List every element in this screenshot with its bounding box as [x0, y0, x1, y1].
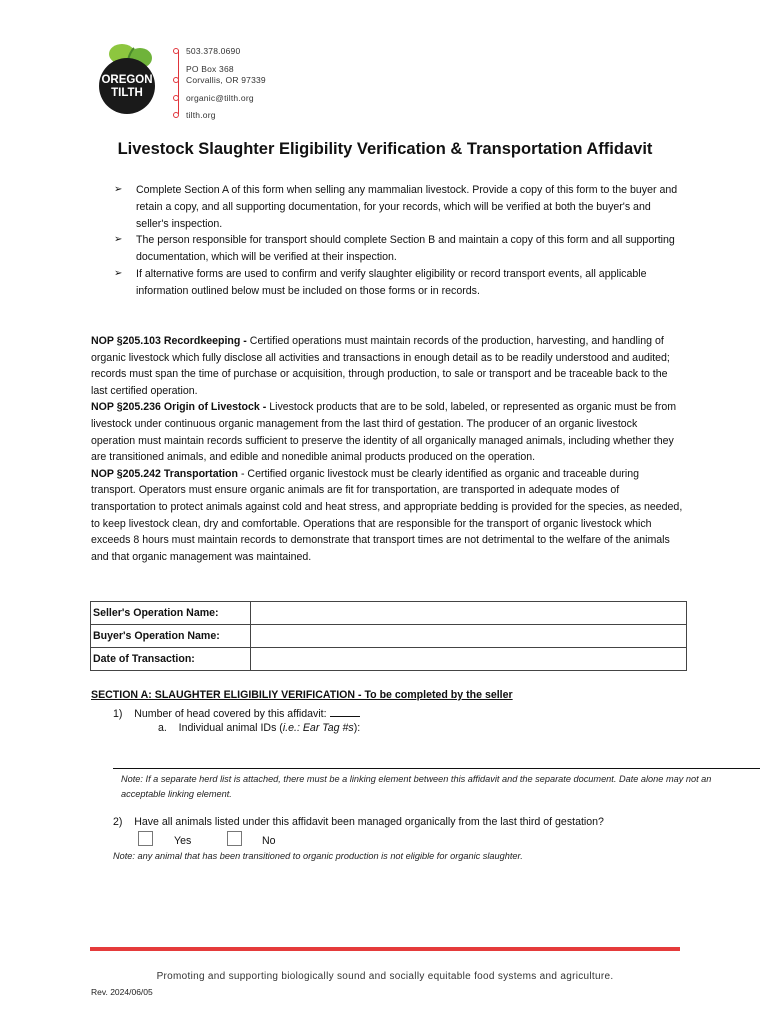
page-title: Livestock Slaughter Eligibility Verification & Transportation Affidavit [117, 140, 653, 158]
buyer-name-field[interactable] [251, 625, 687, 648]
footer-divider [90, 947, 680, 951]
bullet-dot-icon [173, 112, 179, 118]
question-1: 1) Number of head covered by this affidavit: [113, 706, 360, 720]
revision-date: Rev. 2024/06/05 [91, 987, 153, 997]
logo-text-tilth: TILTH [111, 87, 143, 99]
contact-email[interactable]: organic@tilth.org [170, 91, 254, 105]
oregon-tilth-logo [88, 42, 166, 120]
nop-origin-of-livestock: NOP §205.236 Origin of Livestock - Livestock products that are to be sold, labeled, or represented as organic must be from livestock under continuous organic management from the last third of gestation. The producer of an organic livestock operation must maintain records sufficient to preserve the identity of all organically managed animals, including whether they are transitioned animals, and edible and nonedible animal products produced on the operation. [91, 401, 677, 464]
list-item: ➢ Complete Section A of this form when selling any mammalian livestock. Provide a copy of this form to the buyer and retain a copy, and all supporting documentation, for your records, which will be verified at both the buyer's and seller's inspection. [114, 184, 678, 230]
nop-recordkeeping: NOP §205.103 Recordkeeping - Certified operations must maintain records of the production, harvesting, and handling of organic livestock which fully disclose all activities and transactions in enough detail as to be readily understood and audited; records must span the time of purchase or acquisition, through production, to sale or transport and be traceable back to the last certified operation. [91, 335, 670, 397]
bullet-dot-icon [173, 48, 179, 54]
transaction-info-table [90, 601, 687, 671]
instruction-list [112, 182, 682, 300]
footer-tagline: Promoting and supporting biologically sound and socially equitable food systems and agriculture. [156, 971, 614, 982]
contact-po-box: PO Box 368 [186, 64, 234, 74]
contact-city: Corvallis, OR 97339 [170, 73, 266, 87]
contact-website[interactable]: tilth.org [170, 108, 216, 122]
logo-text-oregon: OREGON [101, 74, 153, 86]
arrow-bullet-icon: ➢ [114, 234, 123, 246]
list-item: ➢ If alternative forms are used to confirm and verify slaughter eligibility or record transport events, all applicable information outlined below must be included on those forms or in records. [114, 267, 647, 297]
arrow-bullet-icon: ➢ [114, 184, 123, 195]
head-count-field[interactable] [330, 706, 360, 717]
question-1a: a. Individual animal IDs (i.e.: Ear Tag #s): [158, 722, 361, 734]
buyer-name-label: Buyer's Operation Name: [91, 625, 251, 648]
nop-transportation: NOP §205.242 Transportation - Certified organic livestock must be clearly identified as organic and traceable during transport. Operators must ensure organic animals are fit for transportation, are transported in adequate modes of transportation to protect animals against cold and heat stress, and appropriate bedding is provided for the species, as needed, to keep livestock clean, dry and comfortable. Operations that are responsible for the transport of organic livestock which exceeds 8 hours must maintain records to demonstrate that transport times are not detrimental to the welfare of the animals and that organic management was maintained. [91, 467, 683, 563]
yes-checkbox[interactable] [138, 831, 153, 846]
table-row [91, 625, 687, 648]
contact-info [170, 44, 310, 122]
bullet-dot-icon [173, 77, 179, 83]
list-item: ➢ The person responsible for transport should complete Section B and maintain a copy of this form and all supporting documentation, which will be verified at their inspection. [114, 234, 675, 264]
transaction-date-label: Date of Transaction: [91, 648, 251, 671]
herd-list-note: Note: If a separate herd list is attached, there must be a linking element between this affidavit and the separate document. Date alone may not an acceptable linking element. [121, 774, 712, 799]
transition-note: Note: any animal that has been transitioned to organic production is not eligible for organic slaughter. [113, 851, 523, 861]
table-row [91, 602, 687, 625]
no-checkbox[interactable] [227, 831, 242, 846]
animal-ids-field-line[interactable] [113, 768, 760, 769]
seller-name-label: Seller's Operation Name: [91, 602, 251, 625]
question-2: 2) Have all animals listed under this affidavit been managed organically from the last third of gestation? [113, 816, 604, 828]
no-label: No [262, 835, 276, 847]
seller-name-field[interactable] [251, 602, 687, 625]
arrow-bullet-icon: ➢ [114, 267, 123, 279]
bullet-dot-icon [173, 95, 179, 101]
table-row [91, 648, 687, 671]
yes-label: Yes [174, 835, 192, 847]
contact-phone: 503.378.0690 [170, 44, 240, 58]
section-a-heading: SECTION A: SLAUGHTER ELIGIBILIY VERIFICATION - To be completed by the seller [91, 689, 513, 701]
nop-regulations [91, 333, 683, 565]
transaction-date-field[interactable] [251, 648, 687, 671]
